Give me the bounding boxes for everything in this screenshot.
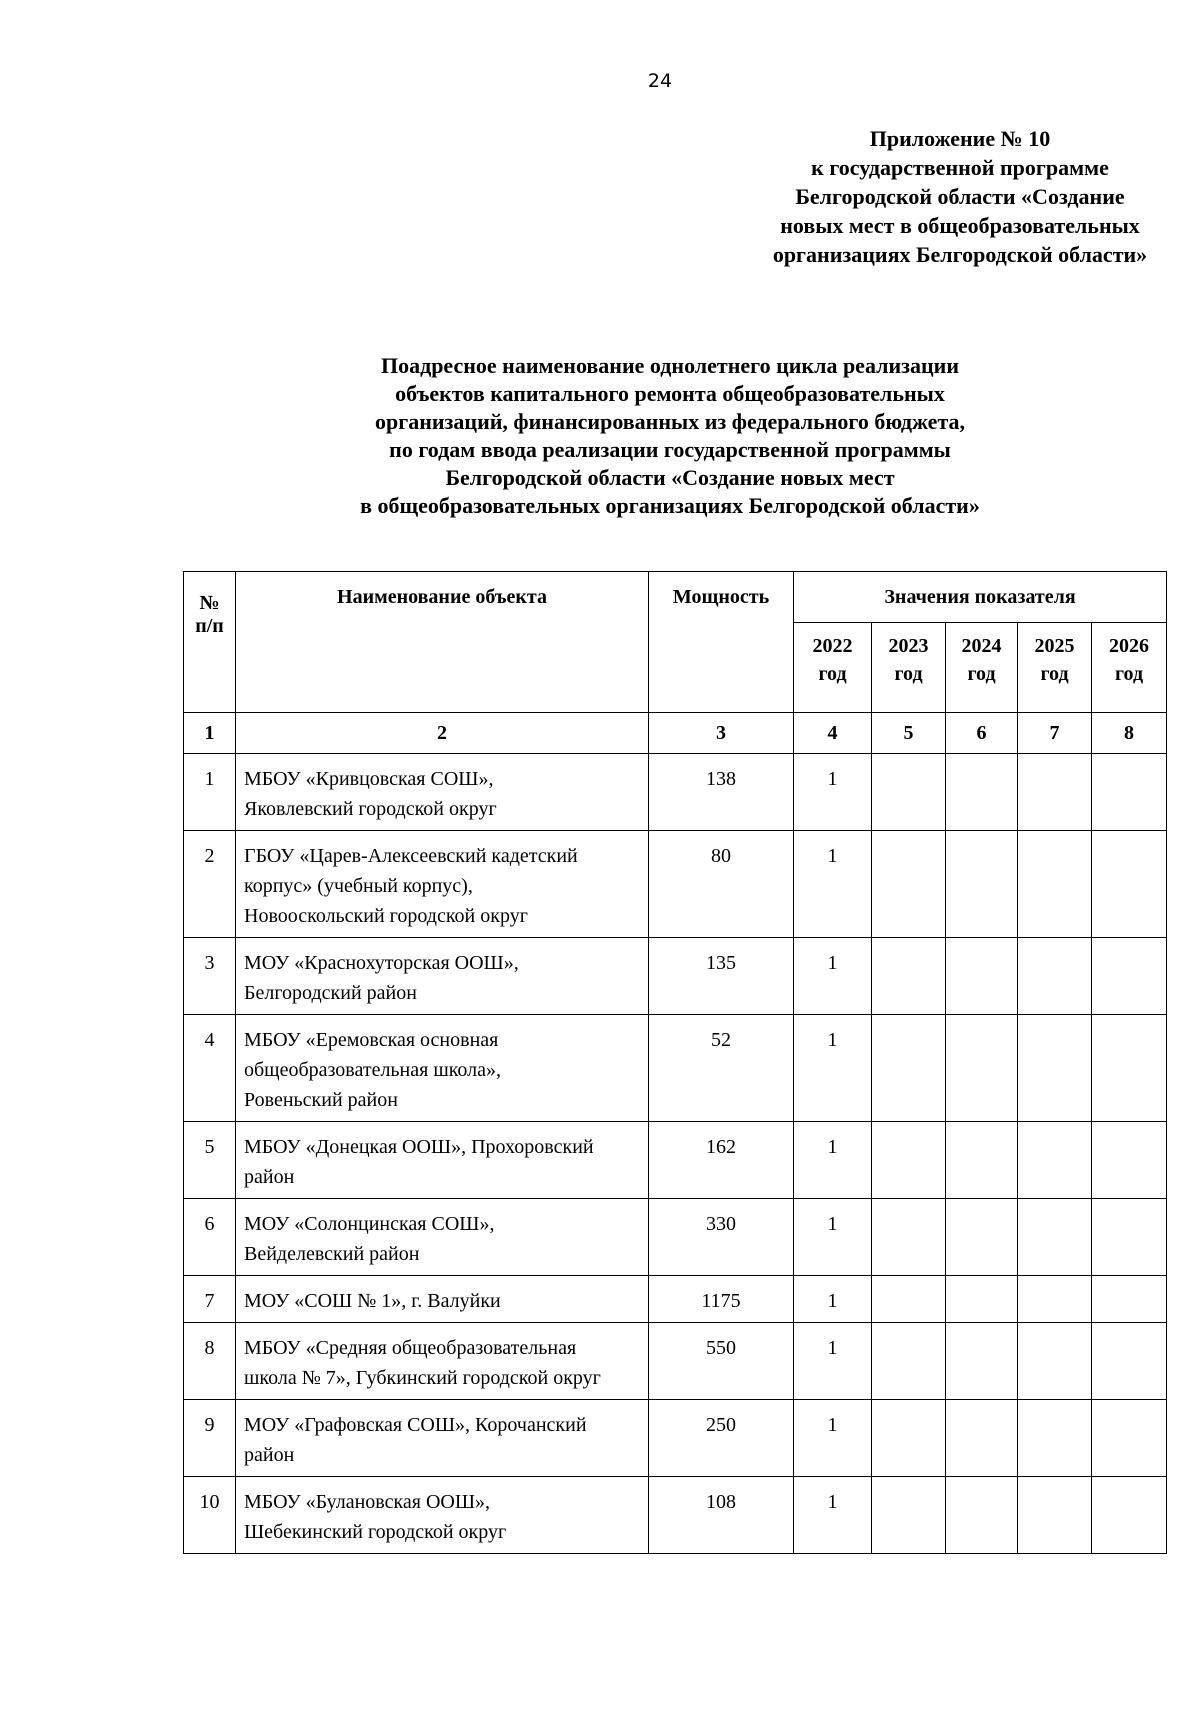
header-year: 2022 год bbox=[794, 623, 872, 713]
year-value bbox=[872, 1199, 946, 1276]
row-number: 8 bbox=[184, 1323, 236, 1400]
year-value bbox=[1018, 1122, 1092, 1199]
object-name bbox=[236, 1199, 649, 1276]
table-row bbox=[184, 938, 1167, 1015]
object-name bbox=[236, 938, 649, 1015]
row-number: 2 bbox=[184, 831, 236, 938]
object-capacity: 330 bbox=[649, 1199, 794, 1276]
row-number: 10 bbox=[184, 1477, 236, 1554]
object-name-line: район bbox=[244, 1444, 295, 1466]
year-value bbox=[1018, 1323, 1092, 1400]
year-value: 1 bbox=[794, 1015, 872, 1122]
object-name-line: МБОУ «Кривцовская СОШ», bbox=[244, 768, 494, 790]
row-number: 5 bbox=[184, 1122, 236, 1199]
year-value bbox=[1092, 831, 1167, 938]
object-name-line: МОУ «Краснохуторская ООШ», bbox=[244, 952, 519, 974]
row-number: 7 bbox=[184, 1276, 236, 1323]
object-name-line: Вейделевский район bbox=[244, 1243, 420, 1265]
year-value bbox=[1018, 1400, 1092, 1477]
year-value bbox=[872, 1015, 946, 1122]
year-value: 1 bbox=[794, 754, 872, 831]
year-value: 1 bbox=[794, 831, 872, 938]
year-value bbox=[1018, 754, 1092, 831]
table-row bbox=[184, 1323, 1167, 1400]
column-number: 6 bbox=[946, 713, 1018, 754]
year-value bbox=[1092, 1015, 1167, 1122]
table-row bbox=[184, 1199, 1167, 1276]
object-name bbox=[236, 1015, 649, 1122]
object-name-line: ГБОУ «Царев-Алексеевский кадетский bbox=[244, 845, 578, 867]
year-value bbox=[1018, 1015, 1092, 1122]
object-name-line: МОУ «Солонцинская СОШ», bbox=[244, 1213, 495, 1235]
object-capacity: 162 bbox=[649, 1122, 794, 1199]
object-name bbox=[236, 1276, 649, 1323]
header-year: 2023 год bbox=[872, 623, 946, 713]
object-name bbox=[236, 1323, 649, 1400]
table-row bbox=[184, 1276, 1167, 1323]
column-number: 7 bbox=[1018, 713, 1092, 754]
object-capacity: 250 bbox=[649, 1400, 794, 1477]
table-row bbox=[184, 1400, 1167, 1477]
column-number: 5 bbox=[872, 713, 946, 754]
header-no-abbr: п/п bbox=[195, 615, 224, 637]
header-indicator: Значения показателя bbox=[794, 572, 1167, 623]
object-name bbox=[236, 831, 649, 938]
object-name-line: общеобразовательная школа», bbox=[244, 1059, 502, 1081]
header-year: 2026 год bbox=[1092, 623, 1167, 713]
object-name-line: МБОУ «Еремовская основная bbox=[244, 1029, 499, 1051]
year-value bbox=[946, 1400, 1018, 1477]
column-number: 8 bbox=[1092, 713, 1167, 754]
year-value bbox=[872, 1122, 946, 1199]
table-row bbox=[184, 831, 1167, 938]
year-value bbox=[946, 1477, 1018, 1554]
object-capacity: 108 bbox=[649, 1477, 794, 1554]
table-row bbox=[184, 1015, 1167, 1122]
object-name-line: МБОУ «Булановская ООШ», bbox=[244, 1491, 491, 1513]
year-value bbox=[1092, 1122, 1167, 1199]
header-capacity: Мощность bbox=[649, 572, 794, 713]
year-value bbox=[1092, 1477, 1167, 1554]
document-title bbox=[220, 352, 1120, 520]
appendix-note bbox=[700, 124, 1200, 269]
object-name-line: МОУ «Графовская СОШ», Корочанский bbox=[244, 1414, 587, 1436]
column-number: 4 bbox=[794, 713, 872, 754]
year-value bbox=[872, 1477, 946, 1554]
year-value bbox=[872, 1400, 946, 1477]
year-value bbox=[1092, 1323, 1167, 1400]
appendix-line: к государственной программе bbox=[811, 155, 1109, 180]
appendix-line: Белгородской области «Создание bbox=[795, 184, 1125, 209]
row-number: 6 bbox=[184, 1199, 236, 1276]
year-value bbox=[1092, 754, 1167, 831]
year-value bbox=[946, 1199, 1018, 1276]
table-row bbox=[184, 754, 1167, 831]
object-capacity: 80 bbox=[649, 831, 794, 938]
object-name bbox=[236, 1477, 649, 1554]
year-value bbox=[946, 1323, 1018, 1400]
title-line: по годам ввода реализации государственной программы bbox=[389, 437, 951, 462]
year-value bbox=[1018, 1477, 1092, 1554]
column-number: 1 bbox=[184, 713, 236, 754]
column-numbers-row bbox=[184, 713, 1167, 754]
header-year: 2024 год bbox=[946, 623, 1018, 713]
object-capacity: 550 bbox=[649, 1323, 794, 1400]
year-value bbox=[1018, 831, 1092, 938]
table-row bbox=[184, 1122, 1167, 1199]
year-value: 1 bbox=[794, 1400, 872, 1477]
year-value bbox=[1092, 938, 1167, 1015]
object-name bbox=[236, 1400, 649, 1477]
object-name-line: МОУ «СОШ № 1», г. Валуйки bbox=[244, 1290, 501, 1312]
appendix-line: организациях Белгородской области» bbox=[772, 242, 1148, 267]
year-value bbox=[1018, 1276, 1092, 1323]
year-value: 1 bbox=[794, 1199, 872, 1276]
title-line: в общеобразовательных организациях Белгородской области» bbox=[360, 493, 980, 518]
year-value bbox=[1092, 1199, 1167, 1276]
object-capacity: 1175 bbox=[649, 1276, 794, 1323]
year-value: 1 bbox=[794, 1323, 872, 1400]
year-value bbox=[946, 754, 1018, 831]
title-line: Белгородской области «Создание новых мест bbox=[445, 465, 895, 490]
page-number: 24 bbox=[647, 70, 673, 92]
header-year: 2025 год bbox=[1018, 623, 1092, 713]
objects-table bbox=[183, 571, 1167, 1554]
title-line: организаций, финансированных из федерального бюджета, bbox=[374, 409, 966, 434]
object-name-line: школа № 7», Губкинский городской округ bbox=[244, 1367, 601, 1389]
object-name-line: Ровеньский район bbox=[244, 1089, 398, 1111]
title-line: Поадресное наименование однолетнего цикла реализации bbox=[380, 353, 960, 378]
table-row bbox=[184, 1477, 1167, 1554]
year-value bbox=[1092, 1400, 1167, 1477]
appendix-line: новых мест в общеобразовательных bbox=[780, 213, 1140, 238]
year-value bbox=[1018, 1199, 1092, 1276]
object-capacity: 138 bbox=[649, 754, 794, 831]
object-name-line: МБОУ «Средняя общеобразовательная bbox=[244, 1337, 577, 1359]
object-name-line: Белгородский район bbox=[244, 982, 417, 1004]
object-capacity: 52 bbox=[649, 1015, 794, 1122]
object-capacity: 135 bbox=[649, 938, 794, 1015]
year-value bbox=[946, 1015, 1018, 1122]
year-value bbox=[872, 1323, 946, 1400]
header-row bbox=[184, 572, 1167, 623]
year-value bbox=[946, 938, 1018, 1015]
year-value bbox=[872, 831, 946, 938]
object-name-line: МБОУ «Донецкая ООШ», Прохоровский bbox=[244, 1136, 594, 1158]
column-number: 2 bbox=[236, 713, 649, 754]
object-name-line: Яковлевский городской округ bbox=[244, 798, 497, 820]
year-value bbox=[872, 1276, 946, 1323]
year-value: 1 bbox=[794, 1122, 872, 1199]
row-number: 1 bbox=[184, 754, 236, 831]
row-number: 4 bbox=[184, 1015, 236, 1122]
year-value bbox=[872, 754, 946, 831]
object-name bbox=[236, 1122, 649, 1199]
year-value bbox=[946, 1276, 1018, 1323]
row-number: 3 bbox=[184, 938, 236, 1015]
header-no bbox=[184, 572, 236, 713]
appendix-line: Приложение № 10 bbox=[869, 126, 1051, 151]
year-value bbox=[1018, 938, 1092, 1015]
title-line: объектов капитального ремонта общеобразовательных bbox=[395, 381, 945, 406]
year-value bbox=[946, 1122, 1018, 1199]
year-value bbox=[872, 938, 946, 1015]
year-value bbox=[946, 831, 1018, 938]
year-value bbox=[1092, 1276, 1167, 1323]
year-value: 1 bbox=[794, 938, 872, 1015]
header-name: Наименование объекта bbox=[236, 572, 649, 713]
row-number: 9 bbox=[184, 1400, 236, 1477]
object-name-line: район bbox=[244, 1166, 295, 1188]
object-name bbox=[236, 754, 649, 831]
header-no-symbol: № bbox=[199, 592, 220, 614]
year-value: 1 bbox=[794, 1276, 872, 1323]
object-name-line: Шебекинский городской округ bbox=[244, 1521, 507, 1543]
object-name-line: корпус» (учебный корпус), bbox=[244, 875, 473, 897]
object-name-line: Новооскольский городской округ bbox=[244, 905, 528, 927]
year-value: 1 bbox=[794, 1477, 872, 1554]
column-number: 3 bbox=[649, 713, 794, 754]
